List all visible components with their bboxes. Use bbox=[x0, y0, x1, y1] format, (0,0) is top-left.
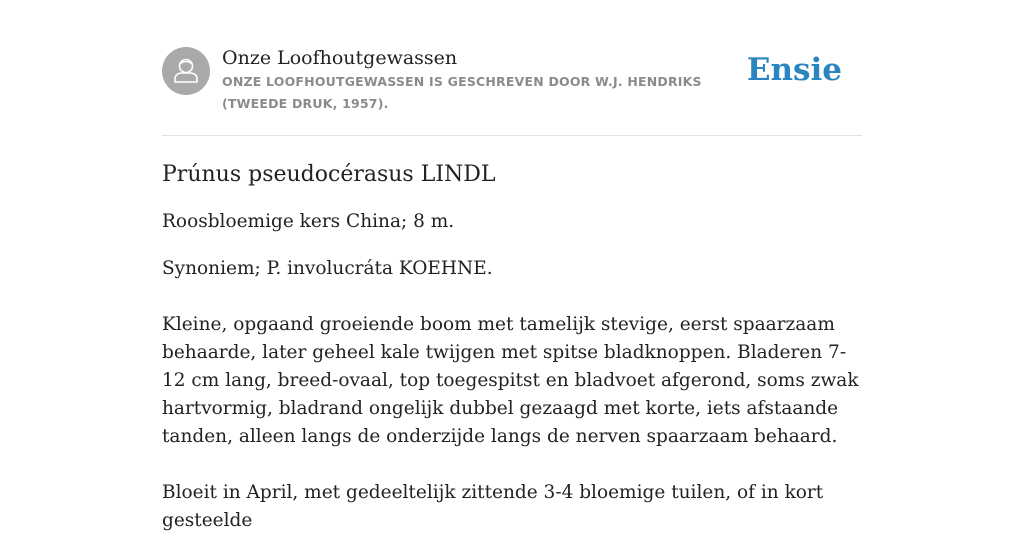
publication-header bbox=[162, 46, 862, 136]
user-avatar-icon[interactable] bbox=[162, 47, 210, 95]
article-paragraph: Synoniem; P. involucráta KOEHNE. bbox=[162, 258, 493, 279]
article-paragraph: Bloeit in April, met gedeeltelijk zittende 3-4 bloemige tuilen, of in kort gesteelde bbox=[162, 482, 824, 531]
article-paragraph: Roosbloemige kers China; 8 m. bbox=[162, 211, 455, 232]
publication-title[interactable]: Onze Loofhoutgewassen bbox=[222, 47, 458, 69]
article bbox=[162, 160, 867, 535]
header-divider bbox=[162, 135, 862, 136]
avatar-silhouette bbox=[162, 47, 210, 95]
article-paragraph: Kleine, opgaand groeiende boom met tamelijk stevige, eerst spaarzaam behaarde, later geheel kale twijgen met spitse bladknoppen. Bladeren 7-12 cm lang, breed-ovaal, top toegespitst en bladvoet afgerond, soms zwak hartvormig, bladrand ongelijk dubbel gezaagd met korte, iets afstaande tanden, alleen langs de onderzijde langs de nerven spaarzaam behaard. bbox=[162, 314, 859, 447]
article-title: Prúnus pseudocérasus LINDL bbox=[162, 162, 496, 187]
ensie-logo[interactable]: Ensie bbox=[746, 52, 842, 88]
publication-description: ONZE LOOFHOUTGEWASSEN IS GESCHREVEN DOOR W.J. HENDRIKS (TWEEDE DRUK, 1957). bbox=[222, 74, 702, 111]
